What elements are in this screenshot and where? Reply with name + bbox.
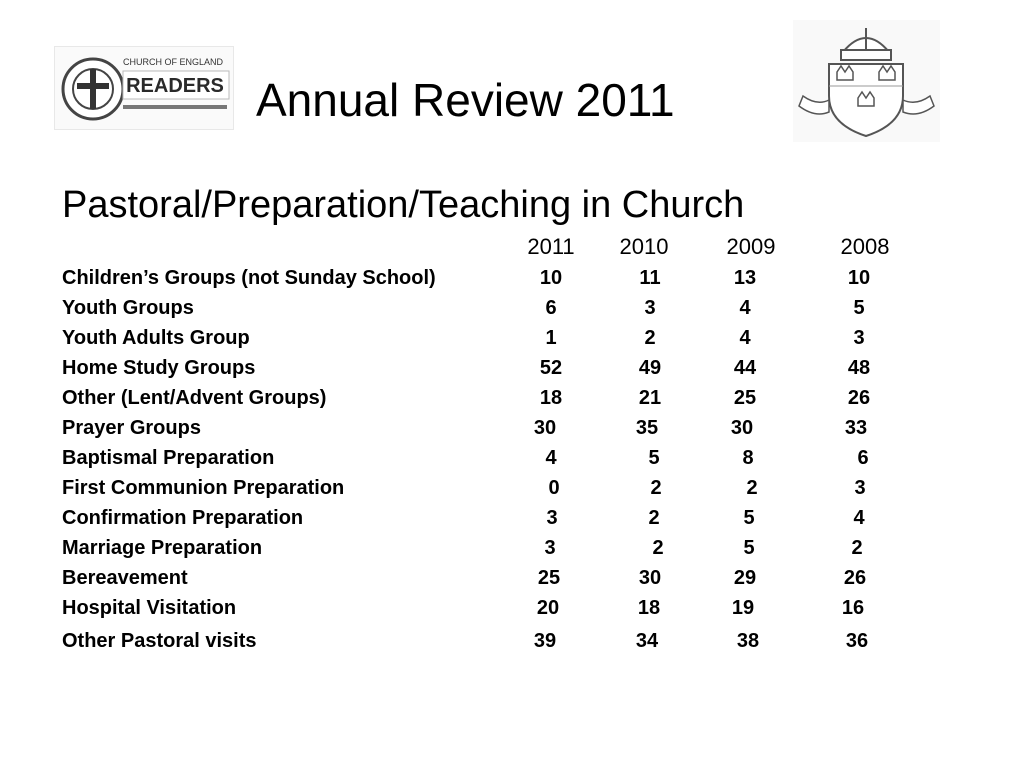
value-2009: 29 — [733, 567, 757, 589]
value-2008: 6 — [857, 447, 869, 469]
value-2009: 2 — [746, 477, 758, 499]
table-row — [0, 563, 1024, 593]
value-2010: 35 — [635, 417, 659, 439]
row-label: Home Study Groups — [62, 357, 256, 379]
row-label: Hospital Visitation — [62, 597, 237, 619]
value-2011: 1 — [545, 327, 557, 349]
table-row — [0, 626, 1024, 656]
year-header-2011: 2011 — [527, 234, 575, 259]
value-2008: 16 — [841, 597, 865, 619]
value-2008: 3 — [853, 327, 865, 349]
value-2011: 20 — [536, 597, 560, 619]
table-row — [0, 533, 1024, 563]
value-2010: 2 — [650, 477, 662, 499]
row-label: Prayer Groups — [62, 417, 201, 439]
readers-logo-icon — [55, 47, 233, 129]
value-2010: 5 — [648, 447, 660, 469]
value-2011: 18 — [539, 387, 563, 409]
value-2011: 30 — [533, 417, 557, 439]
value-2008: 36 — [845, 630, 869, 652]
table-row — [0, 353, 1024, 383]
value-2009: 19 — [731, 597, 755, 619]
value-2011: 39 — [533, 630, 557, 652]
row-label: Youth Adults Group — [62, 327, 250, 349]
table-row — [0, 503, 1024, 533]
value-2010: 34 — [635, 630, 659, 652]
table-row — [0, 263, 1024, 293]
value-2011: 3 — [544, 537, 556, 559]
section-subtitle: Pastoral/Preparation/Teaching in Church — [62, 184, 745, 226]
value-2010: 30 — [638, 567, 662, 589]
row-label: Marriage Preparation — [62, 537, 263, 559]
row-label: First Communion Preparation — [62, 477, 345, 499]
row-label: Bereavement — [62, 567, 188, 589]
value-2010: 11 — [639, 267, 661, 289]
value-2008: 2 — [851, 537, 863, 559]
value-2008: 48 — [847, 357, 871, 379]
diocesan-crest — [793, 20, 940, 142]
table-row — [0, 443, 1024, 473]
table-row — [0, 473, 1024, 503]
logo-main-text: READERS — [126, 75, 224, 97]
row-label: Other (Lent/Advent Groups) — [62, 387, 327, 409]
table-row — [0, 383, 1024, 413]
value-2009: 44 — [733, 357, 757, 379]
value-2009: 5 — [743, 537, 755, 559]
value-2010: 18 — [637, 597, 661, 619]
year-header-2009: 2009 — [726, 234, 776, 259]
row-label: Confirmation Preparation — [62, 507, 304, 529]
table-row — [0, 593, 1024, 623]
value-2008: 5 — [853, 297, 865, 319]
value-2011: 25 — [537, 567, 561, 589]
year-header-2010: 2010 — [619, 234, 669, 259]
year-header-2008: 2008 — [840, 234, 890, 259]
value-2009: 13 — [733, 267, 757, 289]
value-2010: 3 — [644, 297, 656, 319]
row-label: Baptismal Preparation — [62, 447, 275, 469]
value-2009: 38 — [736, 630, 760, 652]
value-2010: 2 — [652, 537, 664, 559]
row-label: Children’s Groups (not Sunday School) — [62, 267, 436, 289]
value-2009: 5 — [743, 507, 755, 529]
value-2009: 4 — [739, 327, 751, 349]
value-2009: 25 — [733, 387, 757, 409]
table-row — [0, 413, 1024, 443]
value-2011: 4 — [545, 447, 557, 469]
value-2008: 10 — [847, 267, 871, 289]
value-2011: 6 — [545, 297, 557, 319]
value-2008: 26 — [847, 387, 871, 409]
value-2009: 8 — [742, 447, 754, 469]
row-label: Youth Groups — [62, 297, 194, 319]
page-title: Annual Review 2011 — [256, 74, 675, 126]
value-2011: 10 — [539, 267, 563, 289]
readers-logo — [54, 46, 234, 130]
logo-top-text: CHURCH OF ENGLAND — [122, 57, 224, 67]
value-2009: 30 — [730, 417, 754, 439]
value-2008: 26 — [843, 567, 867, 589]
value-2010: 49 — [638, 357, 662, 379]
value-2010: 2 — [644, 327, 656, 349]
value-2010: 2 — [648, 507, 660, 529]
value-2009: 4 — [739, 297, 751, 319]
diocesan-crest-icon — [793, 20, 940, 142]
value-2011: 52 — [539, 357, 563, 379]
value-2008: 33 — [844, 417, 868, 439]
value-2010: 21 — [638, 387, 662, 409]
value-2011: 0 — [548, 477, 560, 499]
row-label: Other Pastoral visits — [62, 630, 257, 652]
value-2011: 3 — [546, 507, 558, 529]
value-2008: 3 — [854, 477, 866, 499]
table-row — [0, 293, 1024, 323]
value-2008: 4 — [853, 507, 865, 529]
table-row — [0, 323, 1024, 353]
